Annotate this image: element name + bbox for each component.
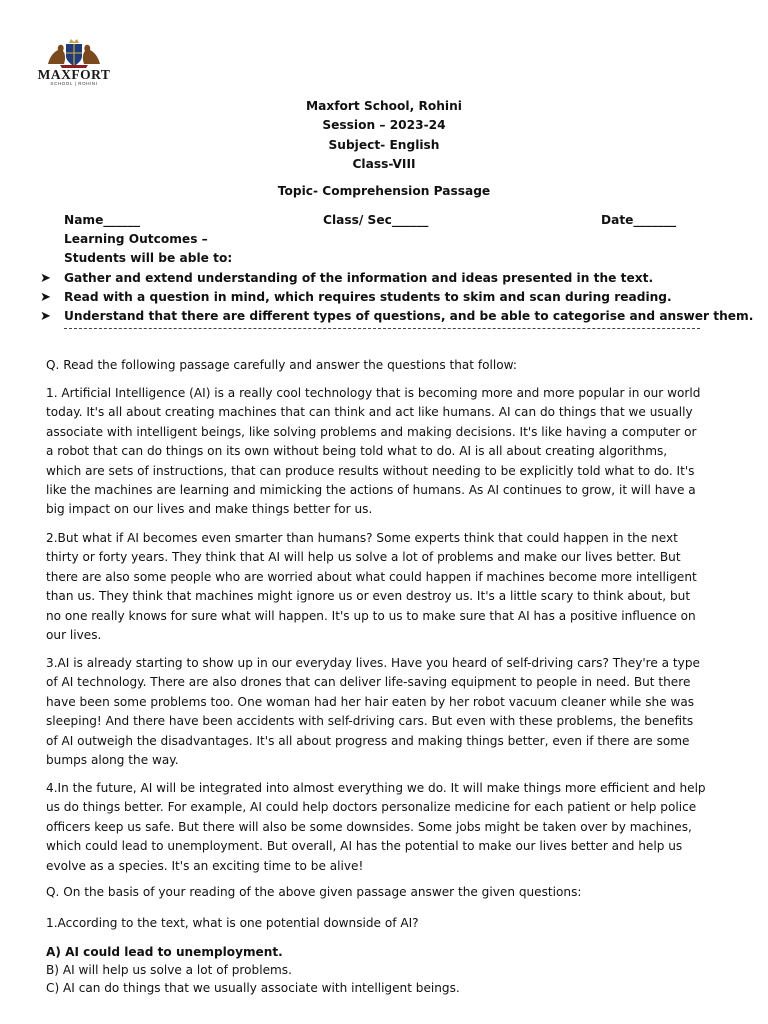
passage-paragraph-1: 1. Artificial Intelligence (AI) is a really cool technology that is becoming more and more popular in our world today. It's all about creating machines that can think and act like humans. AI can do things that we usually associate with intelligent beings, like solving problems and making decisions. It's like having a computer or a robot that can do things on its own without being told what to do. AI is all about creating algorithms, which are sets of instructions, that can produce results without needing to be explicitly told what to do. It's like the machines are learning and mimicking the actions of humans. As AI continues to grow, it will have a big impact on our lives and make things better for us. [46,386,701,517]
class-sec-field: Class/ Sec______ [323,213,429,227]
outcome-item [40,290,672,305]
school-crest-icon [42,38,106,68]
class-line: Class-VIII [352,157,416,172]
passage-instruction: Q. Read the following passage carefully and answer the questions that follow: [46,358,517,372]
school-logo [34,38,114,90]
subject-line: Subject- English [328,137,440,152]
arrow-bullet-icon: ➤ [40,271,51,286]
name-field: Name______ [64,213,140,227]
school-name: Maxfort School, Rohini [306,99,462,113]
question-1-option-c: C) AI can do things that we usually associate with intelligent beings. [46,981,460,995]
question-1-option-b: B) AI will help us solve a lot of problems. [46,963,292,977]
passage-paragraph-2: 2.But what if AI becomes even smarter than humans? Some experts think that could happen in the next thirty or forty years. They think that AI will help us solve a lot of problems and make our lives better. But there are also some people who are worried about what could happen if machines become more intelligent than us. They think that machines might ignore us or even destroy us. It's a little scary to think about, but no one really knows for sure what will happen. It's up to us to make sure that AI has a positive influence on our lives. [46,531,697,643]
arrow-bullet-icon: ➤ [40,309,51,324]
learning-outcomes-subheading: Students will be able to: [64,251,233,265]
outcome-item [40,309,753,324]
session-line: Session – 2023-24 [322,118,446,133]
question-1: 1.According to the text, what is one potential downside of AI? [46,916,419,930]
document-header [0,97,768,175]
question-1-option-a: A) AI could lead to unemployment. [46,945,283,959]
outcome-text: Gather and extend understanding of the information and ideas presented in the text. [64,271,654,285]
section-divider [64,328,700,329]
arrow-bullet-icon: ➤ [40,290,51,305]
logo-name: MAXFORT [37,67,111,82]
outcome-item [40,271,653,286]
learning-outcomes-heading: Learning Outcomes – [64,232,208,246]
topic-heading: Topic- Comprehension Passage [277,184,491,198]
outcome-text: Understand that there are different types of questions, and be able to categorise and answer them. [64,309,754,323]
outcome-text: Read with a question in mind, which requires students to skim and scan during reading. [64,290,672,304]
logo-tagline: SCHOOL | ROHINI [50,81,98,86]
passage-paragraph-4: 4.In the future, AI will be integrated into almost everything we do. It will make things more efficient and help us do things better. For example, AI could help doctors personalize medicine for each patient or help police officers keep us safe. But there will also be some downsides. Some jobs might be taken over by machines, which could lead to unemployment. But overall, AI has the potential to make our lives better and help us evolve as a species. It's an exciting time to be alive! [46,781,706,873]
date-field: Date_______ [601,213,677,227]
questions-intro: Q. On the basis of your reading of the above given passage answer the given questions: [46,885,582,899]
passage-paragraph-3: 3.AI is already starting to show up in our everyday lives. Have you heard of self-driving cars? They're a type of AI technology. There are also drones that can deliver life-saving equipment to people in need. But there have been some problems too. One woman had her hair eaten by her robot vacuum cleaner while she was sleeping! And there have been accidents with self-driving cars. But even with these problems, the benefits of AI outweigh the disadvantages. It's all about progress and making things better, even if there are some bumps along the way. [46,656,700,768]
